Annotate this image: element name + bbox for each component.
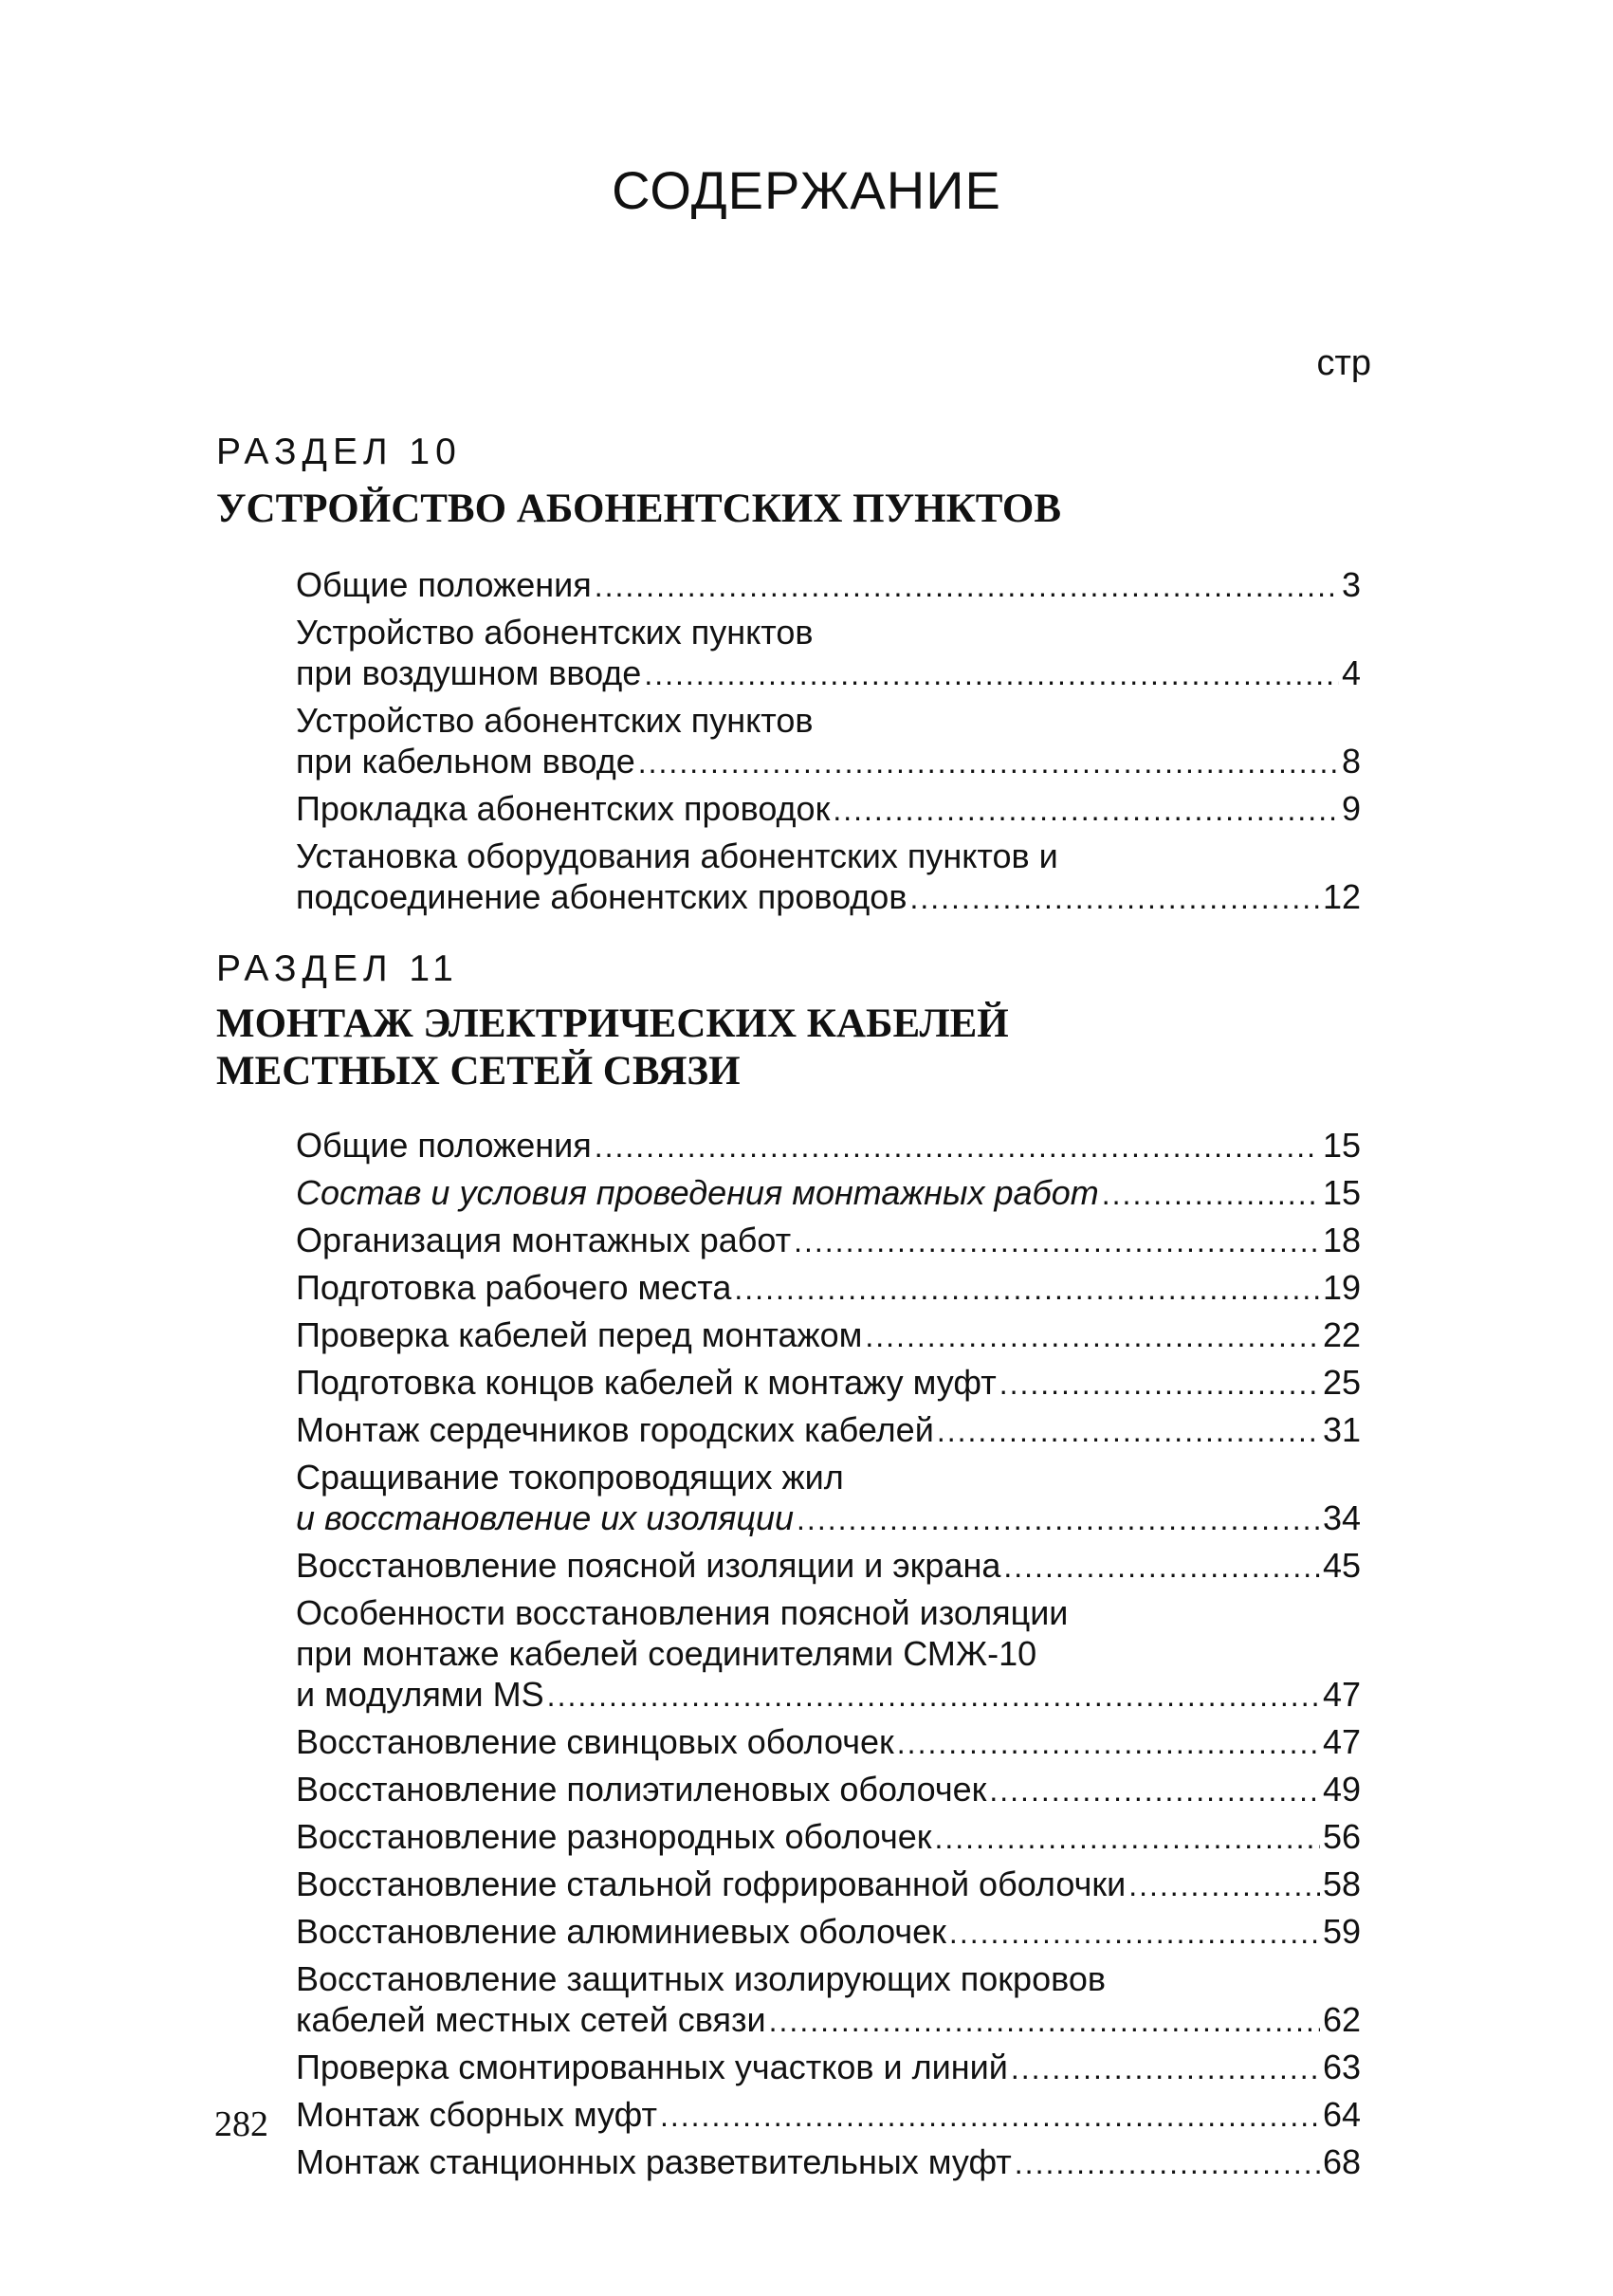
toc-page-number: 8	[1341, 742, 1361, 781]
toc-entry-text: при воздушном вводе	[296, 653, 642, 692]
toc-entry	[296, 1220, 1361, 1262]
toc-page-number: 64	[1322, 2095, 1361, 2134]
toc-entry	[296, 564, 1361, 607]
section-title	[216, 486, 1061, 533]
toc-entry-line	[296, 564, 1361, 607]
toc-entry-text: Монтаж сборных муфт	[296, 2095, 657, 2134]
toc-entry-line	[296, 1816, 1361, 1859]
toc-entry-line	[296, 1267, 1361, 1310]
toc-entry-text: при монтаже кабелей соединителями СМЖ-10	[296, 1634, 1037, 1673]
toc-page-number: 34	[1322, 1498, 1361, 1537]
toc-page-number: 31	[1322, 1410, 1361, 1449]
toc-entry-line	[296, 1721, 1361, 1764]
toc-entry	[296, 612, 1361, 695]
toc-entry-text: Восстановление алюминиевых оболочек	[296, 1912, 946, 1951]
toc-entry-text: Прокладка абонентских проводок	[296, 789, 831, 828]
toc-page-number: 47	[1322, 1675, 1361, 1714]
toc-entry	[296, 788, 1361, 831]
toc-entry-line	[296, 652, 1361, 695]
toc-entry-text: Проверка кабелей перед монтажом	[296, 1315, 863, 1354]
toc-entry-text: Устройство абонентских пунктов	[296, 701, 814, 740]
toc-entry-line	[296, 1674, 1361, 1717]
toc-entry-text: и восстановление их изоляции	[296, 1498, 795, 1537]
toc-entry-line	[296, 1220, 1361, 1262]
dot-leader	[1102, 1174, 1320, 1215]
toc-entry-text: Особенности восстановления поясной изоляции	[296, 1593, 1069, 1632]
dot-leader	[897, 1723, 1320, 1764]
toc-entry	[296, 1911, 1361, 1954]
toc-entry-line	[296, 1545, 1361, 1588]
toc-list	[296, 564, 1361, 924]
toc-page-number: 68	[1322, 2142, 1361, 2181]
dot-leader	[638, 743, 1339, 783]
toc-entry-line	[296, 1864, 1361, 1906]
dot-leader	[660, 2096, 1320, 2137]
toc-page-number: 62	[1322, 2000, 1361, 2039]
toc-entry	[296, 836, 1361, 919]
toc-entry-text: Восстановление стальной гофрированной оболочки	[296, 1864, 1127, 1903]
toc-entry-line	[296, 1999, 1361, 2042]
section-title-line: МЕСТНЫХ СЕТЕЙ СВЯЗИ	[216, 1049, 741, 1093]
dot-leader	[937, 1411, 1320, 1452]
toc-page-number: 56	[1322, 1817, 1361, 1856]
toc-page-number: 59	[1322, 1912, 1361, 1951]
dot-leader	[794, 1221, 1320, 1262]
toc-entry	[296, 1409, 1361, 1452]
toc-entry	[296, 1314, 1361, 1357]
toc-entry-text: Восстановление свинцовых оболочек	[296, 1722, 894, 1761]
dot-leader	[1003, 1547, 1320, 1588]
toc-entry	[296, 2047, 1361, 2089]
dot-leader	[595, 1127, 1320, 1167]
toc-entry-line	[296, 2047, 1361, 2089]
toc-entry-text: при кабельном вводе	[296, 742, 635, 781]
dot-leader	[644, 654, 1339, 695]
toc-entry-line	[296, 1125, 1361, 1167]
dot-leader	[797, 1499, 1320, 1540]
toc-entry-line	[296, 1911, 1361, 1954]
toc-entry-text: Общие положения	[296, 565, 592, 604]
toc-page-number: 12	[1322, 877, 1361, 916]
dot-leader	[1128, 1865, 1320, 1906]
toc-entry-line	[296, 1362, 1361, 1405]
toc-entry-text: и модулями MS	[296, 1675, 544, 1714]
toc-entry	[296, 1592, 1361, 1717]
toc-page-number: 45	[1322, 1546, 1361, 1585]
toc-entry-line	[296, 1409, 1361, 1452]
toc-entry-text: Подготовка рабочего места	[296, 1268, 732, 1307]
toc-entry-text: подсоединение абонентских проводов	[296, 877, 907, 916]
dot-leader	[833, 790, 1339, 831]
toc-entry	[296, 1769, 1361, 1811]
toc-entry-text: Восстановление поясной изоляции и экрана	[296, 1546, 1001, 1585]
toc-entry	[296, 1362, 1361, 1405]
dot-leader	[865, 1316, 1320, 1357]
dot-leader	[1015, 2143, 1320, 2184]
dot-leader	[1011, 2048, 1320, 2089]
toc-page-number: 19	[1322, 1268, 1361, 1307]
toc-page-number: 49	[1322, 1770, 1361, 1809]
toc-entry-text: Состав и условия проведения монтажных работ	[296, 1173, 1099, 1212]
dot-leader	[909, 878, 1320, 919]
toc-page-number: 58	[1322, 1864, 1361, 1903]
toc-entry	[296, 1457, 1361, 1540]
toc-page-number: 9	[1341, 789, 1361, 828]
toc-entry	[296, 1864, 1361, 1906]
page-title: СОДЕРЖАНИЕ	[612, 160, 1001, 220]
toc-page-number: 22	[1322, 1315, 1361, 1354]
toc-entry	[296, 700, 1361, 783]
toc-page-number: 3	[1341, 565, 1361, 604]
toc-entry	[296, 1721, 1361, 1764]
toc-entry-text: Подготовка концов кабелей к монтажу муфт	[296, 1363, 997, 1402]
toc-list	[296, 1125, 1361, 2189]
section-label: РАЗДЕЛ 10	[216, 432, 462, 472]
toc-entry-line	[296, 741, 1361, 783]
toc-entry-line	[296, 1769, 1361, 1811]
page-column-label: стр	[1316, 343, 1371, 383]
toc-page-number: 4	[1341, 653, 1361, 692]
toc-entry	[296, 1545, 1361, 1588]
toc-entry-line	[296, 1497, 1361, 1540]
toc-entry-line	[296, 2141, 1361, 2184]
section-title-line: МОНТАЖ ЭЛЕКТРИЧЕСКИХ КАБЕЛЕЙ	[216, 1001, 1009, 1046]
toc-entry-line	[296, 876, 1361, 919]
section-title-line: УСТРОЙСТВО АБОНЕНТСКИХ ПУНКТОВ	[216, 487, 1062, 531]
toc-entry-text: Установка оборудования абонентских пунктов и	[296, 836, 1058, 875]
toc-page-number: 15	[1322, 1173, 1361, 1212]
toc-page-number: 15	[1322, 1126, 1361, 1165]
toc-entry-text: Восстановление защитных изолирующих покровов	[296, 1959, 1106, 1998]
toc-entry-text: Сращивание токопроводящих жил	[296, 1458, 844, 1497]
section-label: РАЗДЕЛ 11	[216, 948, 459, 989]
toc-entry	[296, 1172, 1361, 1215]
toc-entry	[296, 2141, 1361, 2184]
toc-entry-line	[296, 1172, 1361, 1215]
dot-leader	[547, 1676, 1320, 1717]
dot-leader	[989, 1771, 1320, 1811]
dot-leader	[949, 1913, 1320, 1954]
toc-entry	[296, 1267, 1361, 1310]
toc-entry	[296, 1816, 1361, 1859]
dot-leader	[999, 1364, 1320, 1405]
toc-entry-text: Восстановление полиэтиленовых оболочек	[296, 1770, 987, 1809]
toc-entry-text: Монтаж сердечников городских кабелей	[296, 1410, 934, 1449]
page-number: 282	[214, 2104, 268, 2144]
toc-page-number: 18	[1322, 1221, 1361, 1259]
dot-leader	[595, 566, 1339, 607]
toc-entry-text: Устройство абонентских пунктов	[296, 613, 814, 652]
toc-entry-line	[296, 2094, 1361, 2137]
dot-leader	[934, 1818, 1319, 1859]
toc-page-number: 47	[1322, 1722, 1361, 1761]
dot-leader	[734, 1269, 1320, 1310]
toc-page-number: 63	[1322, 2048, 1361, 2086]
toc-entry	[296, 1125, 1361, 1167]
section-title	[216, 1001, 1009, 1095]
toc-page-number: 25	[1322, 1363, 1361, 1402]
toc-entry-text: Организация монтажных работ	[296, 1221, 792, 1259]
toc-entry-text: Восстановление разнородных оболочек	[296, 1817, 932, 1856]
toc-entry-text: Общие положения	[296, 1126, 592, 1165]
toc-entry-line	[296, 788, 1361, 831]
toc-entry	[296, 2094, 1361, 2137]
toc-entry-text: Монтаж станционных разветвительных муфт	[296, 2142, 1012, 2181]
toc-entry	[296, 1958, 1361, 2042]
toc-entry-line	[296, 1314, 1361, 1357]
toc-entry-text: Проверка смонтированных участков и линий	[296, 2048, 1008, 2086]
dot-leader	[769, 2001, 1320, 2042]
toc-entry-text: кабелей местных сетей связи	[296, 2000, 766, 2039]
